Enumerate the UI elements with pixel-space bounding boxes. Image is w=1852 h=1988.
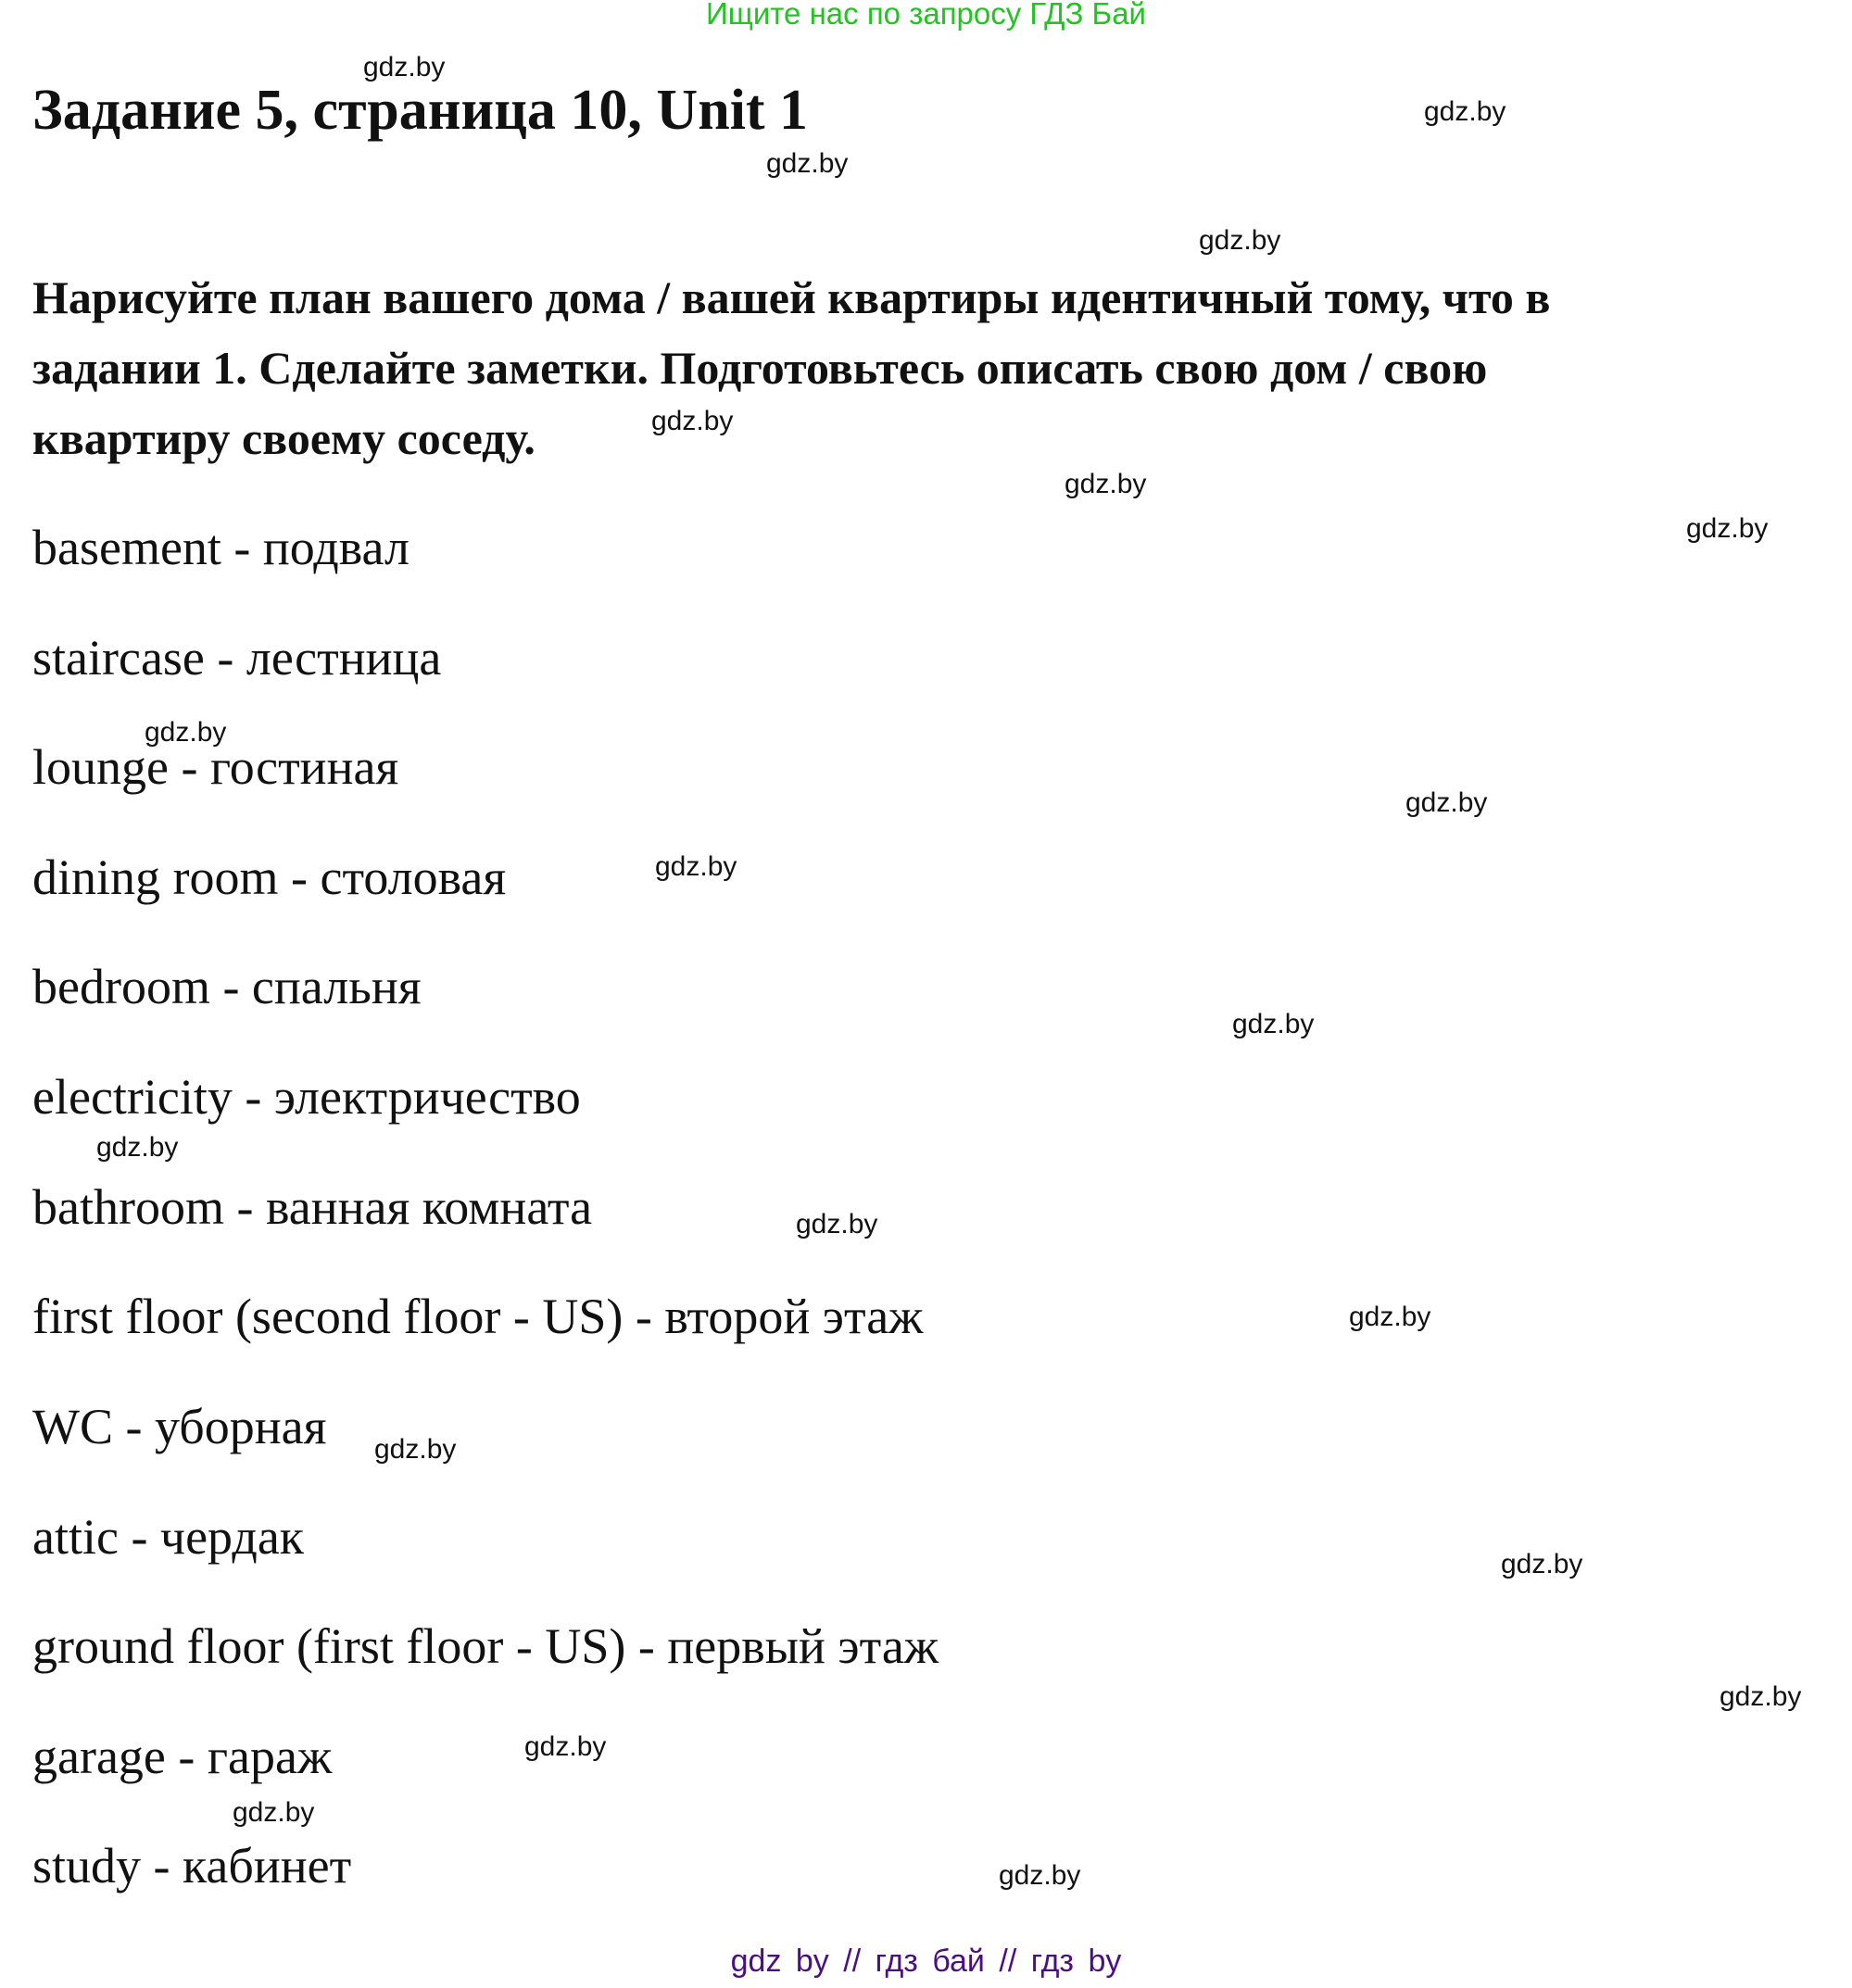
instruction-line: задании 1. Сделайте заметки. Подготовьтесь описать свою дом / свою bbox=[32, 342, 1488, 394]
vocab-item: staircase - лестница bbox=[32, 630, 442, 686]
vocab-item: first floor (second floor - US) - второй этаж bbox=[32, 1289, 924, 1344]
page-title: Задание 5, страница 10, Unit 1 bbox=[32, 79, 809, 142]
watermark: gdz.by bbox=[796, 1209, 878, 1239]
vocab-item: basement - подвал bbox=[32, 520, 409, 575]
watermark: gdz.by bbox=[524, 1731, 607, 1762]
watermark: gdz.by bbox=[766, 148, 849, 179]
watermark: gdz.by bbox=[1199, 225, 1281, 256]
watermark: gdz.by bbox=[1720, 1681, 1802, 1712]
watermark: gdz.by bbox=[374, 1434, 457, 1465]
watermark: gdz.by bbox=[233, 1797, 315, 1828]
watermark: gdz.by bbox=[655, 851, 737, 882]
watermark: gdz.by bbox=[651, 406, 734, 436]
watermark: gdz.by bbox=[1686, 513, 1769, 544]
watermark: gdz.by bbox=[999, 1860, 1081, 1891]
vocab-item: lounge - гостиная bbox=[32, 739, 399, 795]
footer-links[interactable]: gdz by // гдз бай // гдз by bbox=[730, 1944, 1122, 1979]
watermark: gdz.by bbox=[96, 1132, 179, 1163]
watermark: gdz.by bbox=[1232, 1009, 1315, 1039]
instruction-line: Нарисуйте план вашего дома / вашей квартиры идентичный тому, что в bbox=[32, 271, 1551, 323]
vocab-item: bathroom - ванная комната bbox=[32, 1179, 593, 1235]
watermark: gdz.by bbox=[1065, 469, 1147, 499]
watermark: gdz.by bbox=[1501, 1549, 1583, 1579]
watermark: gdz.by bbox=[1405, 787, 1488, 818]
watermark: gdz.by bbox=[145, 717, 227, 748]
vocab-item: garage - гараж bbox=[32, 1729, 333, 1784]
vocab-item: study - кабинет bbox=[32, 1838, 352, 1894]
watermark: gdz.by bbox=[1349, 1302, 1431, 1332]
vocab-item: electricity - электричество bbox=[32, 1069, 581, 1125]
instruction-line: квартиру своему соседу. bbox=[32, 412, 535, 464]
watermark: gdz.by bbox=[363, 52, 446, 82]
search-banner[interactable]: Ищите нас по запросу ГДЗ Бай bbox=[706, 0, 1146, 31]
watermark: gdz.by bbox=[1424, 96, 1506, 127]
vocab-item: attic - чердак bbox=[32, 1509, 305, 1565]
vocab-item: dining room - столовая bbox=[32, 849, 507, 905]
vocab-item: WC - уборная bbox=[32, 1399, 327, 1454]
vocab-item: bedroom - спальня bbox=[32, 959, 422, 1014]
vocab-item: ground floor (first floor - US) - первый этаж bbox=[32, 1618, 939, 1674]
